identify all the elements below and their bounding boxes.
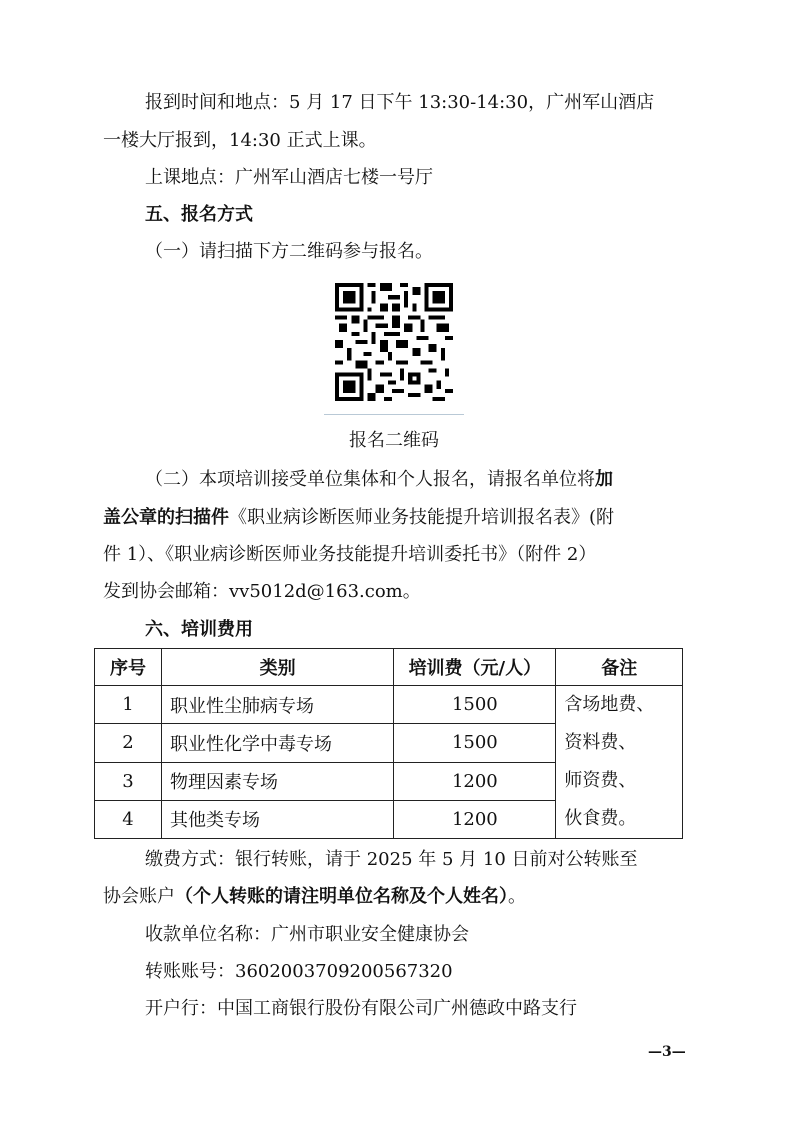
fee-note: 含场地费、 资料费、 师资费、 伙食费。 [556,686,683,839]
page-number: —3— [648,1044,686,1060]
row-category: 职业性化学中毒专场 [161,724,393,762]
section5-item2-line4: 发到协会邮箱：vv5012d@163.com。 [103,581,421,602]
row-fee: 1200 [394,800,556,838]
table-header-row [95,649,683,686]
header-note: 备注 [556,649,683,686]
row-fee: 1200 [394,762,556,800]
table-row [95,686,683,724]
section5-item2-line2 [103,499,693,537]
payment-line1: 缴费方式：银行转账，请于 2025 年 5 月 10 日前对公转账至 [145,849,638,870]
row-category: 其他类专场 [161,800,393,838]
registration-time-line1: 报到时间和地点：5 月 17 日下午 13:30-14:30，广州军山酒店 [145,92,655,113]
header-fee: 培训费（元/人） [394,649,556,686]
qr-caption: 报名二维码 [349,430,439,451]
header-no: 序号 [95,649,162,686]
item2-bold-2: 盖公章的扫描件 [103,507,229,528]
payment-bold-note: （个人转账的请注明单位名称及个人姓名） [175,886,508,907]
header-category: 类别 [161,649,393,686]
row-fee: 1500 [394,686,556,724]
qr-divider [324,414,464,415]
item2-bold: 加 [595,469,613,490]
payment-line2 [103,878,693,916]
item2-text: （二）本项培训接受单位集体和个人报名，请报名单位将 [145,469,595,490]
section5-item2-line1 [103,461,693,499]
bank-name: 开户行：中国工商银行股份有限公司广州德政中路支行 [145,998,577,1019]
row-no: 1 [95,686,162,724]
row-category: 职业性尘肺病专场 [161,686,393,724]
section6-heading: 六、培训费用 [145,619,253,640]
fee-table [94,648,683,839]
payment-text: 协会账户 [103,886,175,907]
registration-qr-code[interactable] [335,283,453,401]
row-no: 3 [95,762,162,800]
class-location: 上课地点：广州军山酒店七楼一号厅 [145,167,433,188]
row-no: 2 [95,724,162,762]
section5-item2-line3: 件 1）、《职业病诊断医师业务技能提升培训委托书》（附件 2） [103,544,597,565]
payee-name: 收款单位名称：广州市职业安全健康协会 [145,924,469,945]
row-no: 4 [95,800,162,838]
row-fee: 1500 [394,724,556,762]
registration-time-line2: 一楼大厅报到，14:30 正式上课。 [103,130,377,151]
row-category: 物理因素专场 [161,762,393,800]
section5-item1: （一）请扫描下方二维码参与报名。 [145,241,433,262]
section5-heading: 五、报名方式 [145,204,253,225]
item2-text-2: 《职业病诊断医师业务技能提升培训报名表》(附 [229,507,615,528]
payment-end: 。 [508,886,526,907]
account-number: 转账账号：3602003709200567320 [145,961,453,982]
